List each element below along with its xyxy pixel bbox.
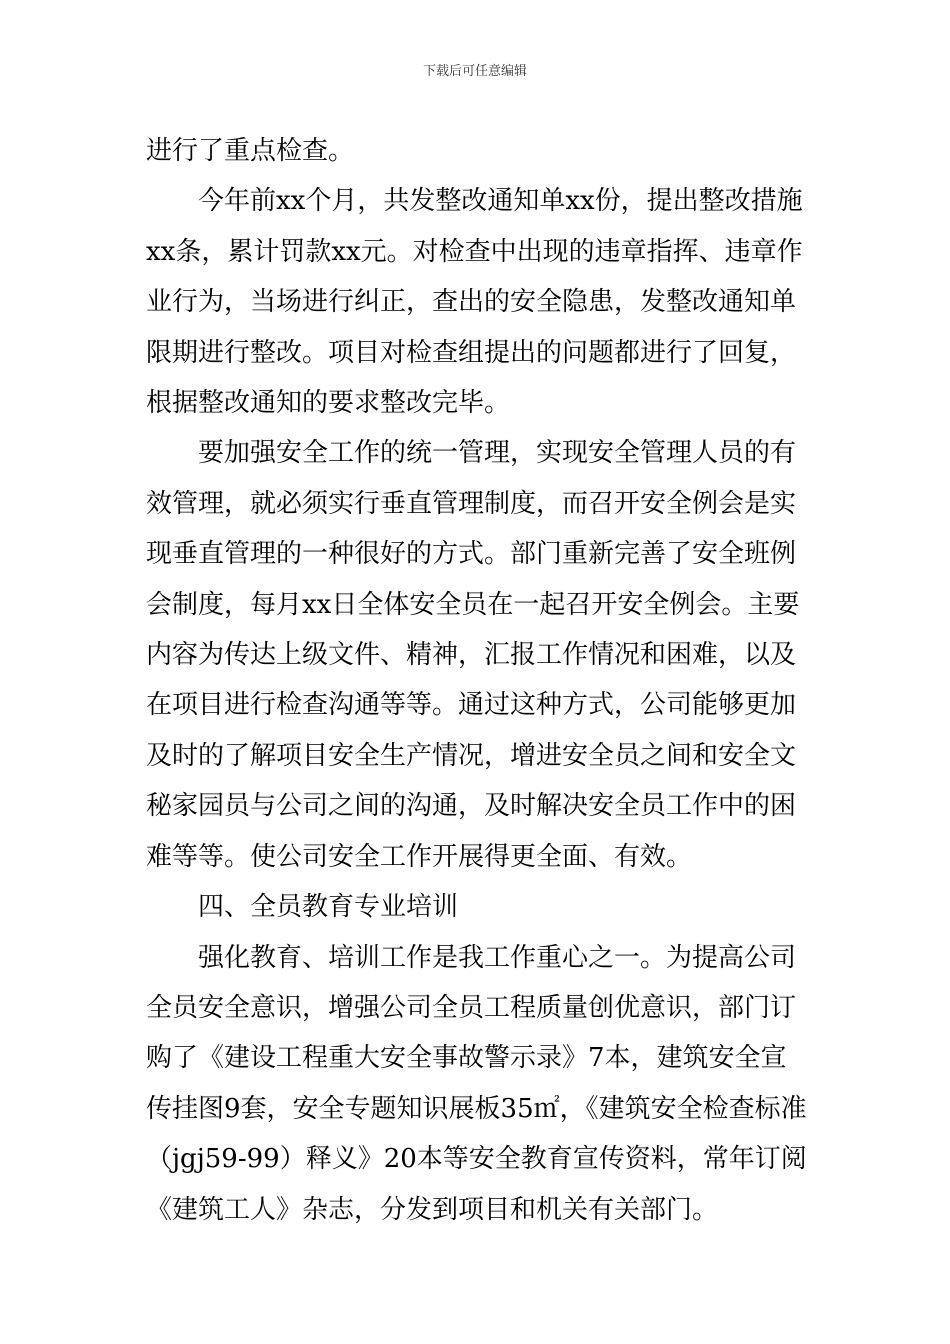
section-heading-training: 四、全员教育专业培训 xyxy=(198,892,459,923)
paragraph-rectification: 今年前xx个月，共发整改通知单xx份，提出整改措施xx条，累计罚款xx元。对检查中出现的违章指挥、违章作业行为，当场进行纠正，查出的安全隐患，发整改通知单限期进行整改。项目对检查组提出的问题都进行了回复，根据整改通知的要求整改完毕。 xyxy=(146,186,803,419)
paragraph-safety-meeting: 要加强安全工作的统一管理，实现安全管理人员的有效管理，就必须实行垂直管理制度，而召开安全例会是实现垂直管理的一种很好的方式。部门重新完善了安全班例会制度，每月xx日全体安全员在一起召开安全例会。主要内容为传达上级文件、精神，汇报工作情况和困难，以及在项目进行检查沟通等等。通过这种方式，公司能够更加及时的了解项目安全生产情况，增进安全员之间和安全文秘家园员与公司之间的沟通，及时解决安全员工作中的困难等等。使公司安全工作开展得更全面、有效。 xyxy=(146,438,800,872)
paragraph-continuation: 进行了重点检查。 xyxy=(146,136,355,166)
paragraph-education: 强化教育、培训工作是我工作重心之一。为提高公司全员安全意识，增强公司全员工程质量创优意识，部门订购了《建设工程重大安全事故警示录》7本，建筑安全宣传挂图9套，安全专题知识展板35㎡，《建筑安全检查标准（jgj59-99）释义》20本等安全教育宣传资料，常年订阅《建筑工人》杂志，分发到项目和机关有关部门。 xyxy=(146,942,807,1225)
page-header-note: 下载后可任意编辑 xyxy=(422,64,527,79)
document-body xyxy=(146,126,812,1235)
